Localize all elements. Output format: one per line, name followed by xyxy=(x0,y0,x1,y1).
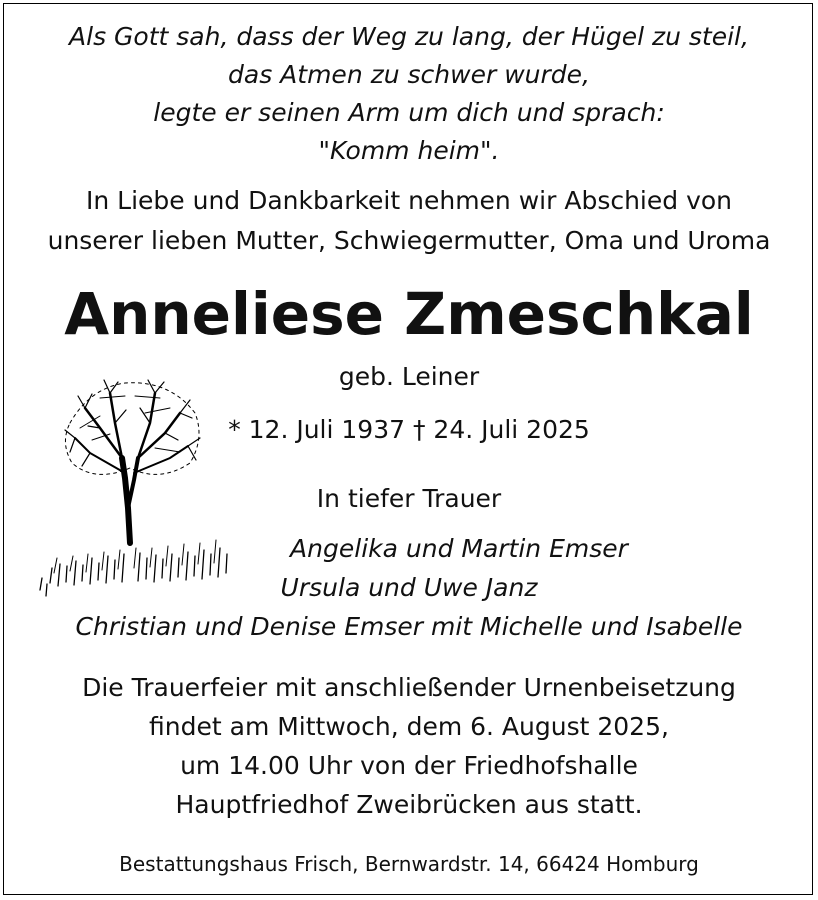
intro-line-2: unserer lieben Mutter, Schwiegermutter, Oma und Uroma xyxy=(47,226,771,255)
deceased-name: Anneliese Zmeschkal xyxy=(64,280,754,348)
poem-line-4: "Komm heim". xyxy=(318,136,500,165)
intro-line-1: In Liebe und Dankbarkeit nehmen wir Abschied von xyxy=(85,186,733,215)
family-line-3: Christian und Denise Emser mit Michelle und Isabelle xyxy=(75,612,743,641)
poem-line-2: das Atmen zu schwer wurde, xyxy=(228,60,590,89)
family-line-1: Angelika und Martin Emser xyxy=(290,534,628,563)
tree-on-grass-icon xyxy=(30,368,235,598)
family-line-2: Ursula und Uwe Janz xyxy=(280,573,538,602)
service-line-1: Die Trauerfeier mit anschließender Urnenbeisetzung xyxy=(82,673,736,702)
maiden-name: geb. Leiner xyxy=(338,362,480,391)
poem-line-3: legte er seinen Arm um dich und sprach: xyxy=(153,98,665,127)
service-line-4: Hauptfriedhof Zweibrücken aus statt. xyxy=(175,790,643,819)
mourning-heading: In tiefer Trauer xyxy=(316,484,502,513)
service-line-2: findet am Mittwoch, dem 6. August 2025, xyxy=(149,712,669,741)
poem-line-1: Als Gott sah, dass der Weg zu lang, der Hügel zu steil, xyxy=(69,22,749,51)
funeral-home-footer: Bestattungshaus Frisch, Bernwardstr. 14, 66424 Homburg xyxy=(119,852,699,876)
birth-death-dates: * 12. Juli 1937 † 24. Juli 2025 xyxy=(228,415,590,444)
service-line-3: um 14.00 Uhr von der Friedhofshalle xyxy=(180,751,638,780)
